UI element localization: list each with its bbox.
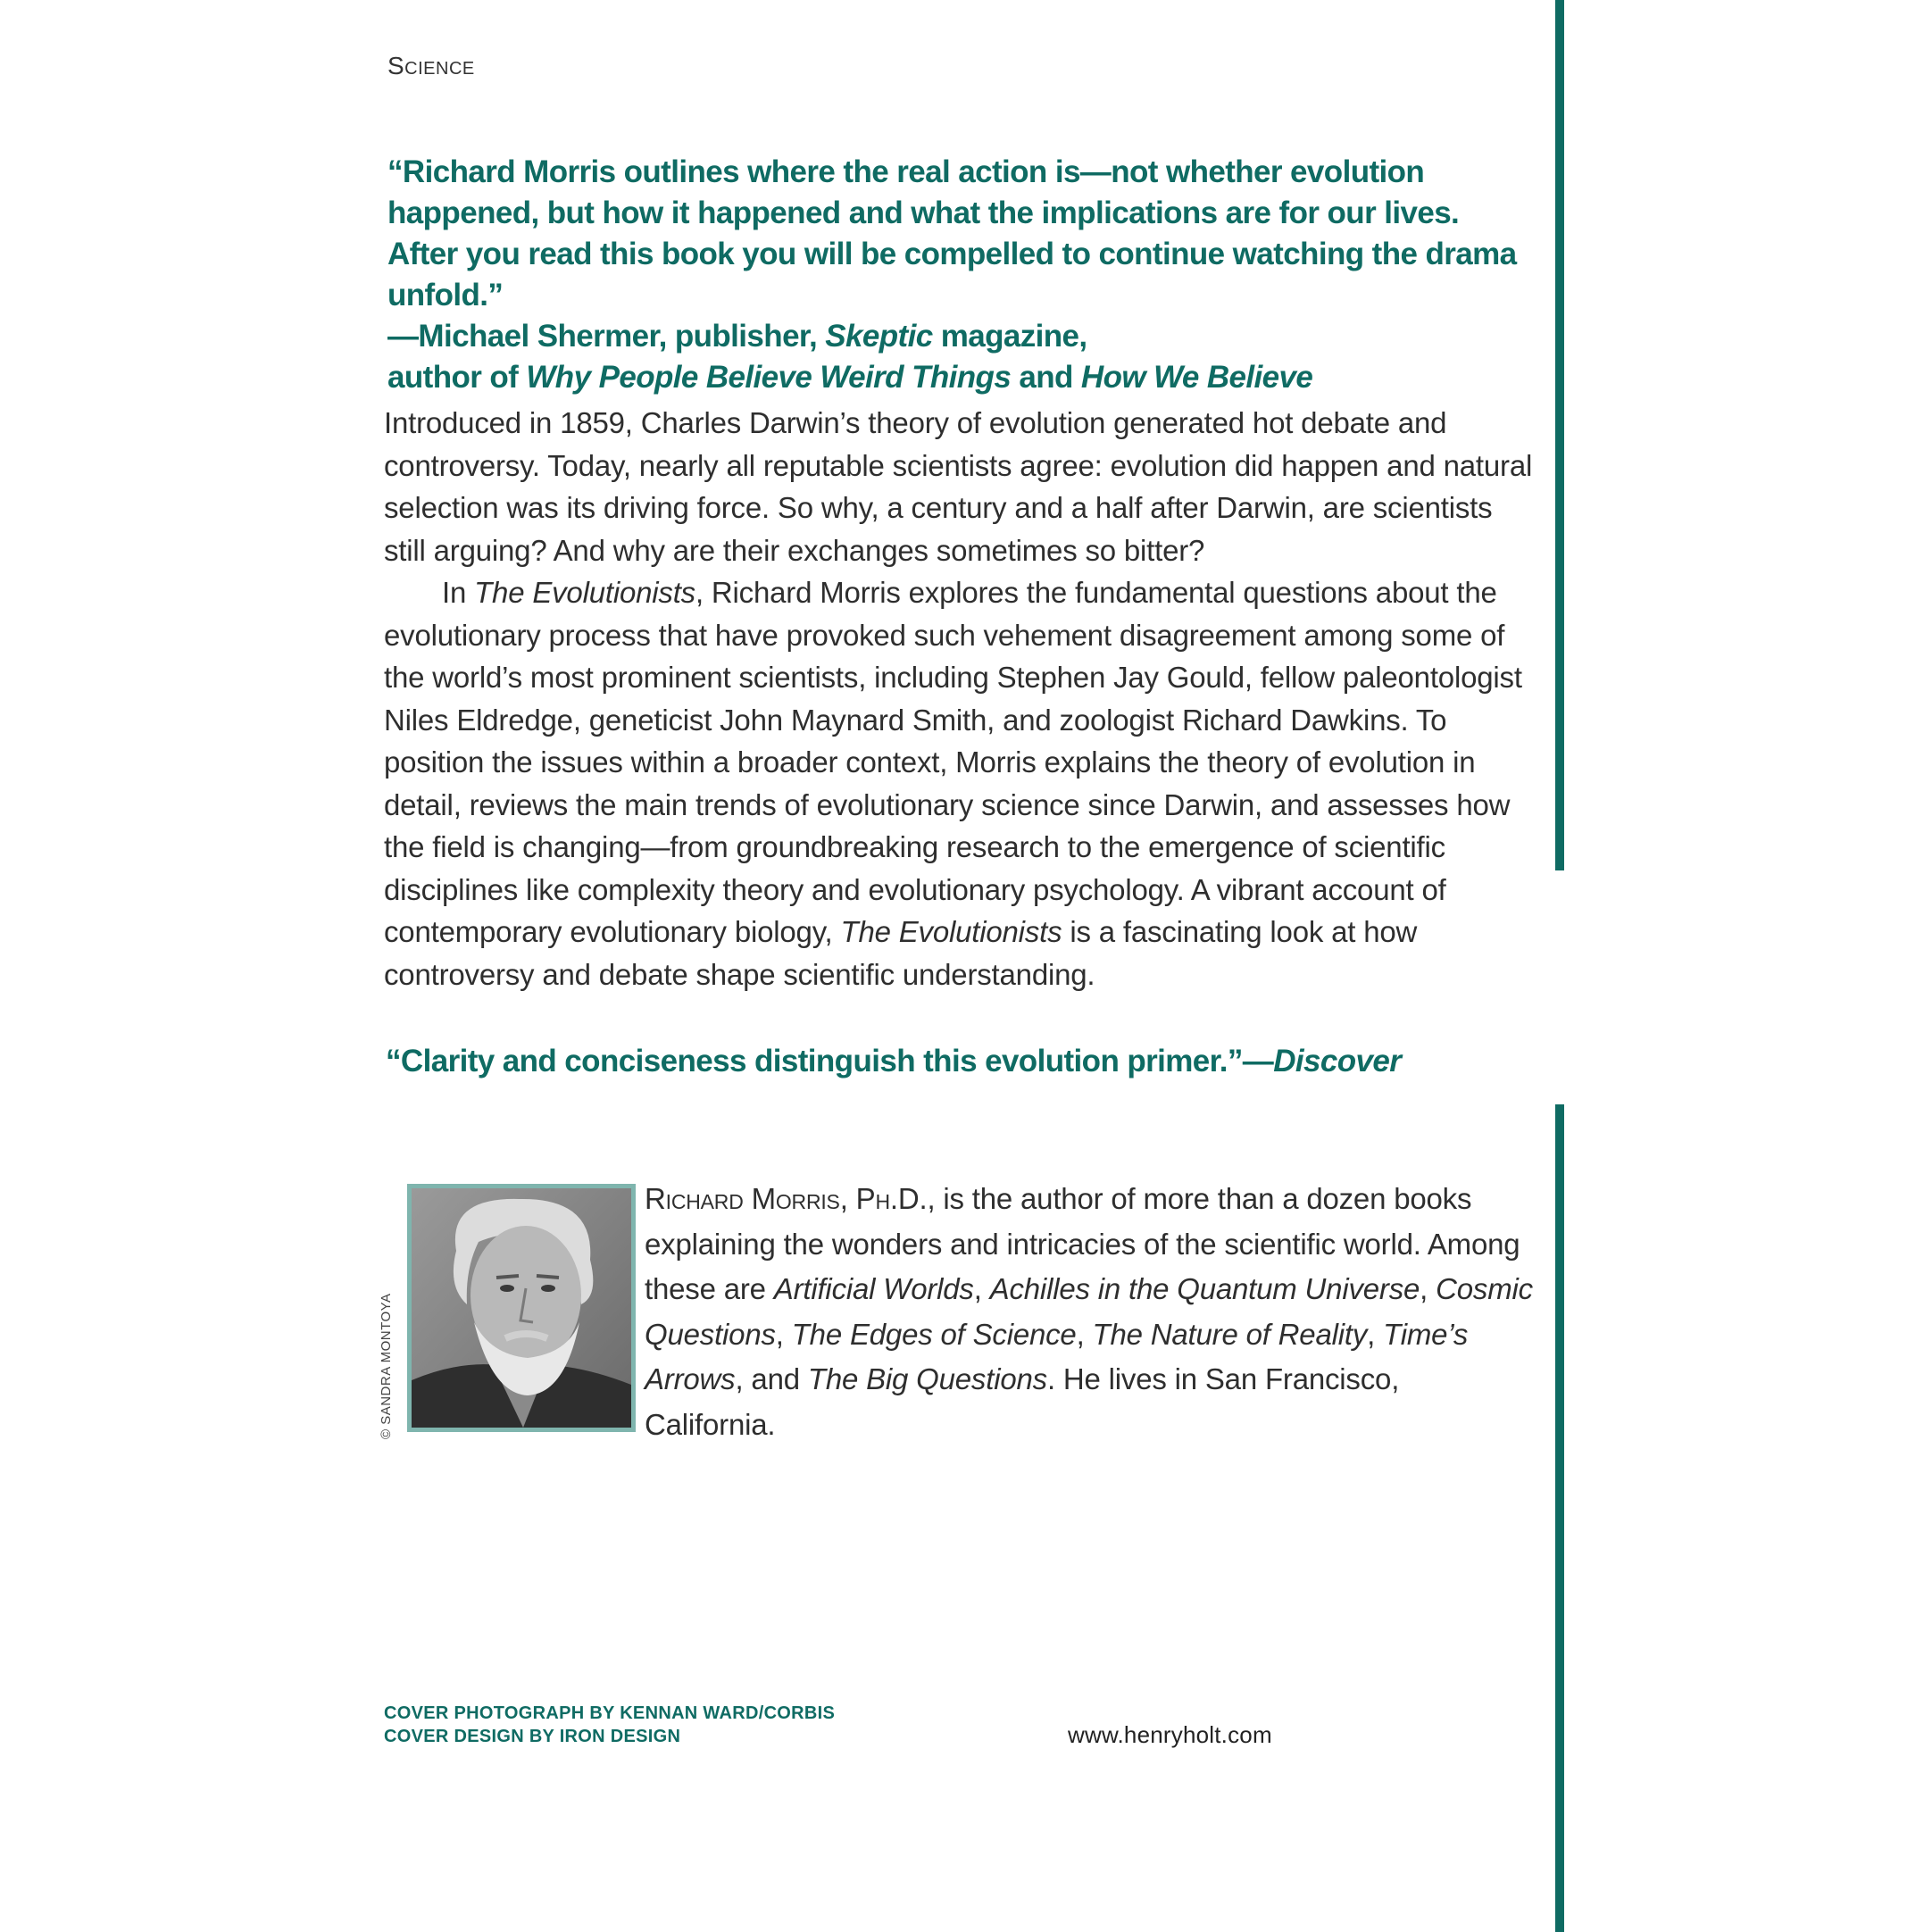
spine-bar-top: [1555, 0, 1564, 870]
endorsement-text: “Richard Morris outlines where the real action is—not whether evolution happened, but how it happened and what the implications are for our lives. After you read this book you will be compelled to continue watching the drama unfold.”: [387, 154, 1517, 312]
endorsement-quote: [387, 152, 1521, 398]
cover-photo-credit: COVER PHOTOGRAPH BY KENNAN WARD/CORBIS: [384, 1703, 836, 1723]
endorsement-author-books: author of Why People Believe Weird Things and How We Believe: [387, 360, 1313, 395]
description-paragraph-1: Introduced in 1859, Charles Darwin’s theory of evolution generated hot debate and controversy. Today, nearly all reputable scientists agree: evolution did happen and natural selection was its driving force. So why, a century and a half after Darwin, are scientists still arguing? And why are their exchanges sometimes so bitter?: [384, 406, 1533, 567]
photo-credit: © SANDRA MONTOYA: [379, 1293, 394, 1439]
author-bio: Richard Morris, Ph.D., is the author of more than a dozen books explaining the wonders and intricacies of the scientific world. Among these are Artificial Worlds, Achilles in the Quantum Universe, Cosmic Questions, The Edges of Science, The Nature of Reality, Time’s Arrows, and The Big Questions. He lives in San Francisco, California.: [645, 1182, 1533, 1441]
book-description: [384, 402, 1536, 995]
review-source: Discover: [1273, 1044, 1402, 1078]
spine-bar-bottom: [1555, 1104, 1564, 1932]
cover-credits: [384, 1702, 835, 1748]
review-quote: “Clarity and conciseness distinguish this evolution primer.”—Discover: [386, 1044, 1402, 1078]
endorsement-attribution: —Michael Shermer, publisher, Skeptic magazine,: [387, 319, 1087, 354]
category-label: Science: [387, 52, 475, 79]
cover-design-credit: COVER DESIGN BY IRON DESIGN: [384, 1727, 681, 1746]
publisher-url[interactable]: www.henryholt.com: [1068, 1721, 1272, 1748]
description-paragraph-2: In The Evolutionists, Richard Morris explores the fundamental questions about the evolutionary process that have provoked such vehement disagreement among some of the world’s most prominent scientists, including Stephen Jay Gould, fellow paleontologist Niles Eldredge, geneticist John Maynard Smith, and zoologist Richard Dawkins. To position the issues within a broader context, Morris explains the theory of evolution in detail, reviews the main trends of evolutionary science since Darwin, and assesses how the field is changing—from groundbreaking research to the emergence of scientific disciplines like complexity theory and evolutionary psychology. A vibrant account of contemporary evolutionary biology, The Evolutionists is a fascinating look at how controversy and debate shape scientific understanding.: [384, 576, 1522, 991]
author-name: Richard Morris: [645, 1182, 840, 1215]
author-portrait-image: [412, 1188, 631, 1428]
author-photo: [407, 1184, 636, 1432]
author-degree: Ph.D.: [855, 1182, 928, 1215]
